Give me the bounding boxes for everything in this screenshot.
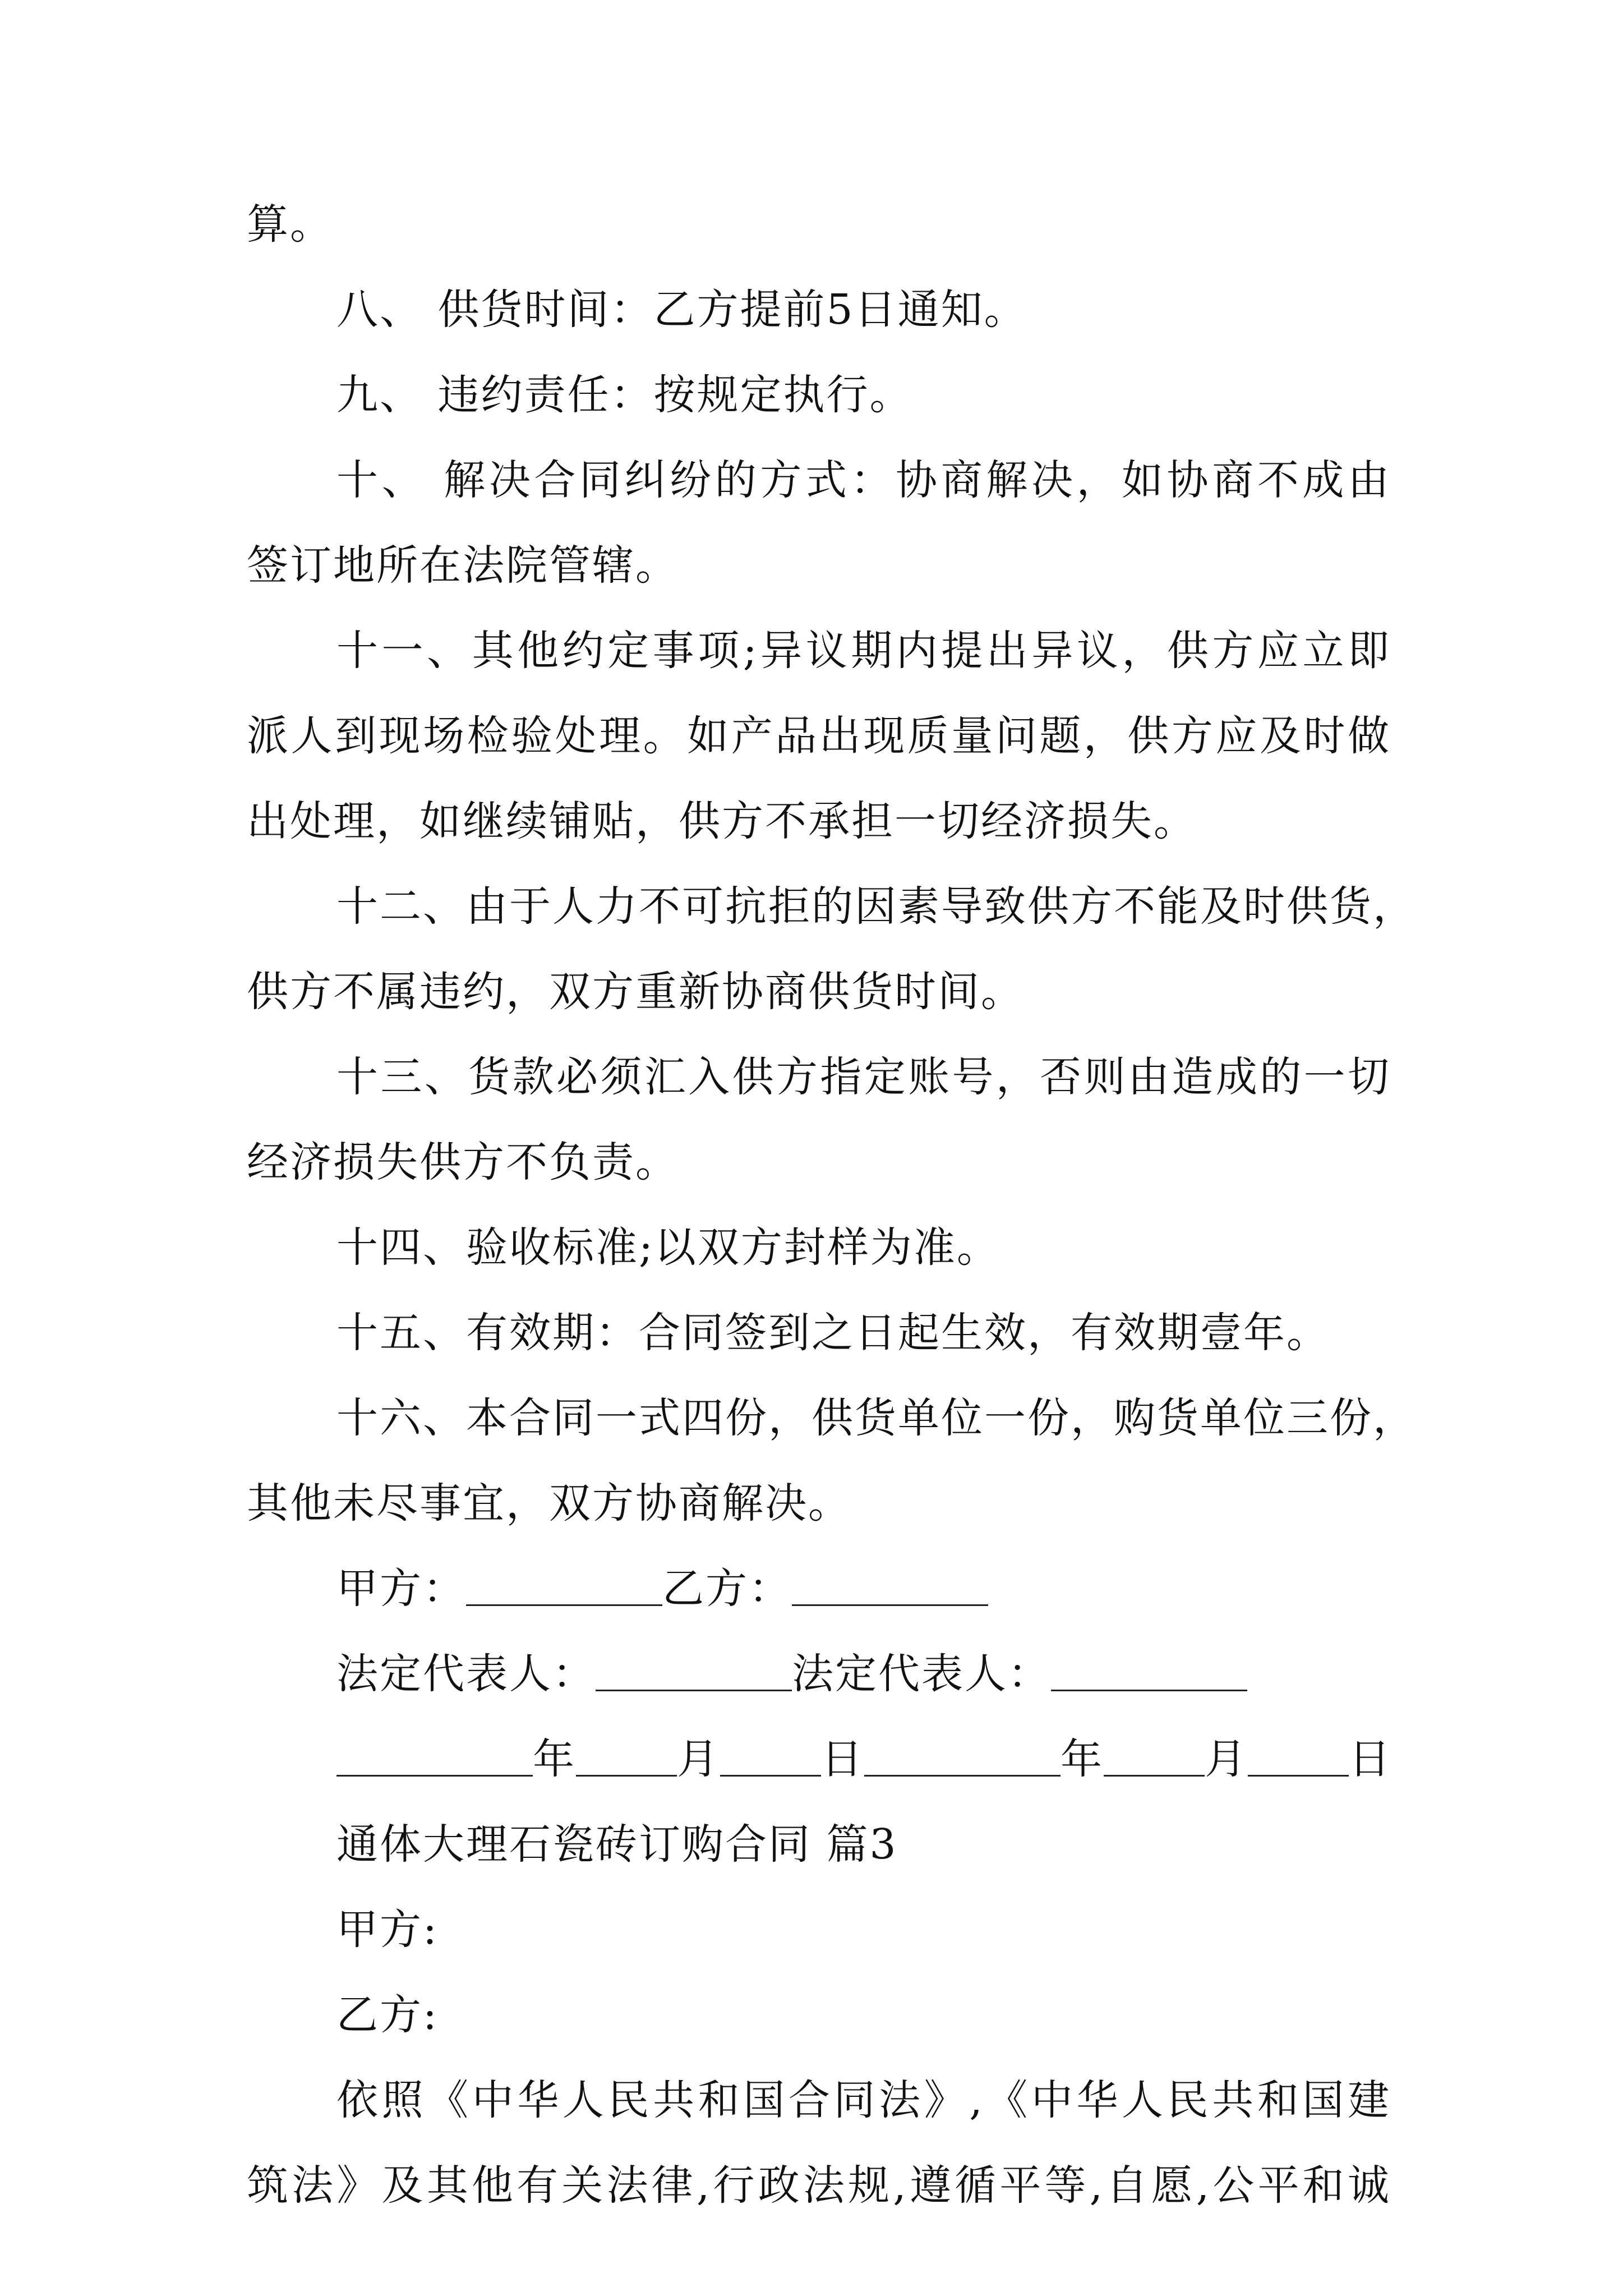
day-b-blank — [1248, 1736, 1349, 1777]
signature-dates — [336, 1731, 1481, 1787]
clause-10: 十、 解决合同纠纷的方式：协商解决，如协商不成由 — [336, 456, 1391, 504]
day-a-label: 日 — [821, 1735, 864, 1783]
year-b-blank — [864, 1736, 1061, 1777]
clause-8: 八、 供货时间：乙方提前5日通知。 — [336, 286, 1027, 334]
month-a-blank — [576, 1736, 677, 1777]
party-b-label: 乙方： — [662, 1565, 792, 1613]
day-b-label: 日 — [1349, 1735, 1392, 1783]
day-a-blank — [720, 1736, 821, 1777]
party-a-blank — [466, 1565, 662, 1606]
clause-16: 十六、本合同一式四份，供货单位一份，购货单位三份， — [336, 1394, 1416, 1442]
rep-b-label: 法定代表人： — [792, 1650, 1051, 1698]
basis-line-1: 依照《中华人民共和国合同法》,《中华人民共和国建 — [336, 2076, 1391, 2124]
month-a-label: 月 — [677, 1735, 720, 1783]
basis-line-2: 筑法》及其他有关法律,行政法规,遵循平等,自愿,公平和诚 — [247, 2161, 1391, 2210]
rep-b-blank — [1051, 1650, 1247, 1691]
clause-15: 十五、有效期：合同签到之日起生效，有效期壹年。 — [336, 1309, 1330, 1357]
month-b-blank — [1104, 1736, 1205, 1777]
clause-13-cont: 经济损失供方不负责。 — [247, 1138, 679, 1186]
month-b-label: 月 — [1205, 1735, 1248, 1783]
clause-11: 十一、其他约定事项;异议期内提出异议，供方应立即 — [336, 627, 1391, 675]
signature-representatives — [336, 1646, 1481, 1702]
clause-11-cont-2: 出处理，如继续铺贴，供方不承担一切经济损失。 — [247, 797, 1197, 845]
section-title: 通体大理石瓷砖订购合同 篇3 — [336, 1820, 898, 1869]
clause-16-cont: 其他未尽事宜，双方协商解决。 — [247, 1479, 851, 1527]
year-a-blank — [336, 1736, 533, 1777]
rep-a-blank — [596, 1650, 792, 1691]
party-b-blank — [792, 1565, 988, 1606]
party-a-label: 甲方： — [336, 1565, 466, 1613]
year-b-label: 年 — [1061, 1735, 1104, 1783]
clause-11-cont-1: 派人到现场检验处理。如产品出现质量问题，供方应及时做 — [247, 712, 1391, 760]
clause-14: 十四、验收标准;以双方封样为准。 — [336, 1223, 1000, 1272]
party-b-line: 乙方: — [336, 1991, 439, 2039]
clause-9: 九、 违约责任：按规定执行。 — [336, 371, 913, 419]
clause-12: 十二、由于人力不可抗拒的因素导致供方不能及时供货， — [336, 882, 1416, 931]
clause-10-cont: 签订地所在法院管辖。 — [247, 541, 679, 590]
rep-a-label: 法定代表人： — [336, 1650, 596, 1698]
party-a-line: 甲方: — [336, 1906, 439, 1954]
year-a-label: 年 — [533, 1735, 576, 1783]
text-line: 算。 — [247, 200, 333, 249]
clause-13: 十三、货款必须汇入供方指定账号，否则由造成的一切 — [336, 1053, 1391, 1101]
clause-12-cont: 供方不属违约，双方重新协商供货时间。 — [247, 968, 1024, 1016]
signature-parties — [336, 1561, 1481, 1617]
